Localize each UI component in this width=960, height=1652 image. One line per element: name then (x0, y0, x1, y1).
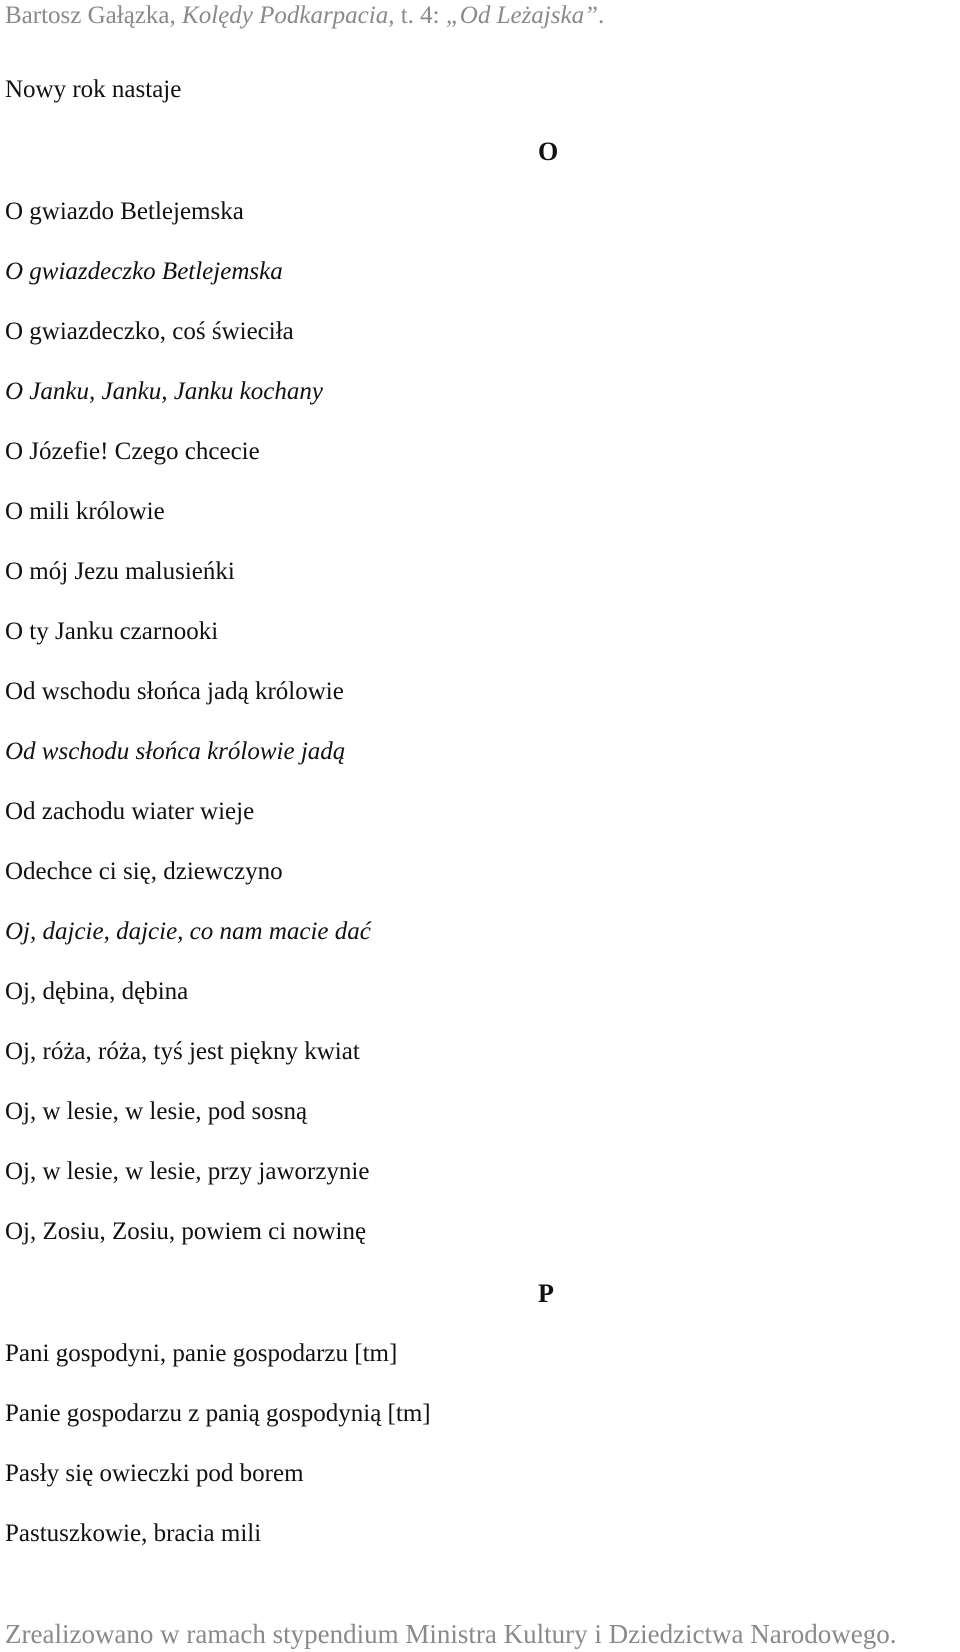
section-letter-o: O (538, 137, 559, 166)
header-volume: , t. 4: (388, 2, 446, 29)
song-title: O gwiazdeczko Betlejemska (5, 258, 283, 285)
song-title: O gwiazdeczko, coś świeciła (5, 318, 294, 345)
header-end: . (598, 2, 605, 29)
song-title: O Józefie! Czego chcecie (5, 438, 260, 465)
song-title: Od zachodu wiater wieje (5, 798, 255, 825)
song-title: Oj, w lesie, w lesie, przy jaworzynie (5, 1158, 370, 1185)
song-title: O ty Janku czarnooki (5, 618, 219, 645)
song-title: Oj, w lesie, w lesie, pod sosną (5, 1098, 308, 1125)
song-title: Oj, dajcie, dajcie, co nam macie dać (5, 918, 371, 945)
song-title: Pastuszkowie, bracia mili (5, 1520, 262, 1547)
song-title: O gwiazdo Betlejemska (5, 198, 244, 225)
song-title: O Janku, Janku, Janku kochany (5, 378, 323, 405)
section-letter-p: P (538, 1279, 554, 1308)
header-subtitle: „Od Leżajska” (445, 2, 598, 29)
song-title: Nowy rok nastaje (5, 76, 182, 103)
page-header (5, 0, 604, 32)
song-title: Od wschodu słońca królowie jadą (5, 738, 346, 765)
song-title: Odechce ci się, dziewczyno (5, 858, 283, 885)
song-title: Oj, róża, róża, tyś jest piękny kwiat (5, 1038, 360, 1065)
song-title: O mój Jezu malusieńki (5, 558, 235, 585)
song-title: Pani gospodyni, panie gospodarzu [tm] (5, 1340, 398, 1367)
header-series: Kolędy Podkarpacia (182, 2, 389, 29)
header-author: Bartosz Gałązka, (5, 2, 183, 29)
song-title: Oj, dębina, dębina (5, 978, 189, 1005)
song-title: Oj, Zosiu, Zosiu, powiem ci nowinę (5, 1218, 367, 1245)
song-title: Od wschodu słońca jadą królowie (5, 678, 344, 705)
page-footer: Zrealizowano w ramach stypendium Ministra Kultury i Dziedzictwa Narodowego. (5, 1619, 897, 1649)
song-title: Panie gospodarzu z panią gospodynią [tm] (5, 1400, 431, 1427)
song-title: Pasły się owieczki pod borem (5, 1460, 304, 1487)
song-title: O mili królowie (5, 498, 165, 525)
